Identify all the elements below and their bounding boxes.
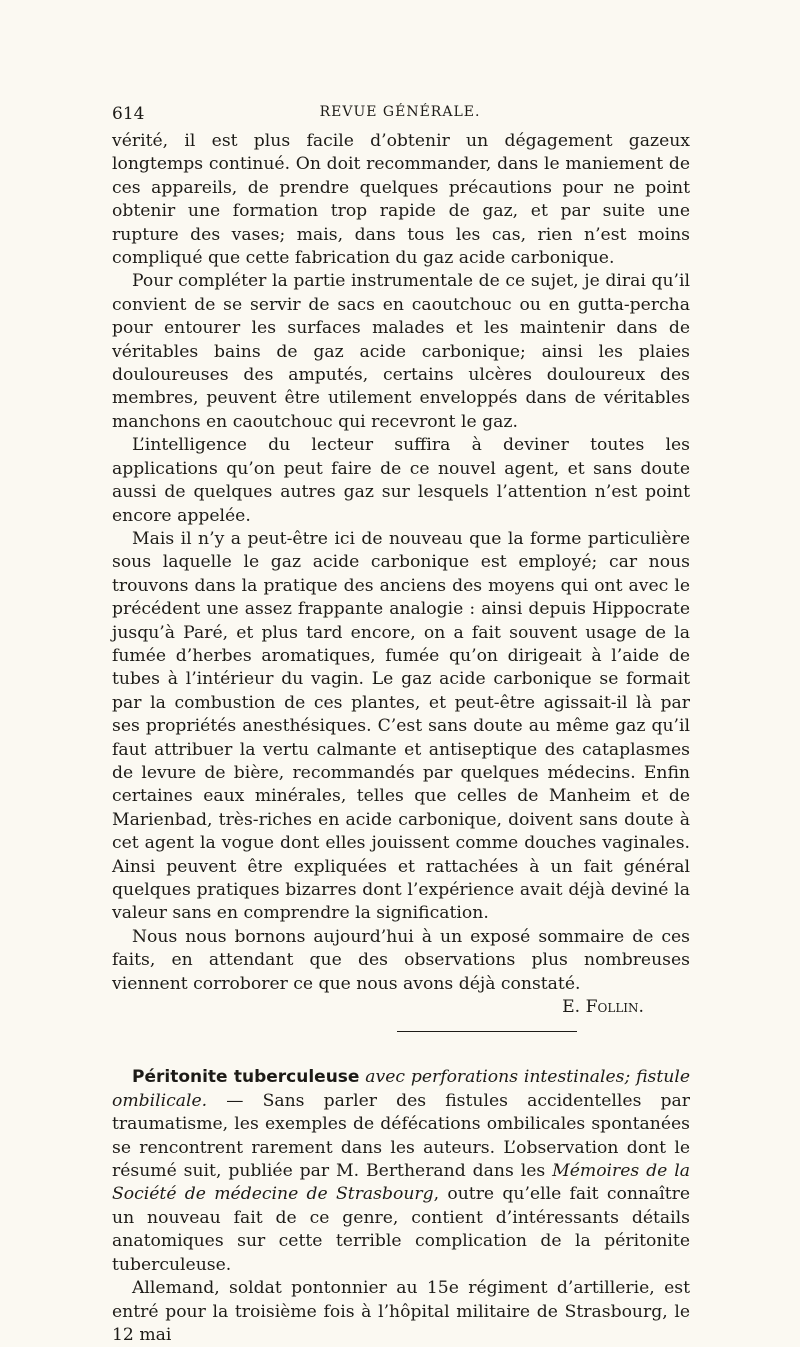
author-signature: E. Follin. xyxy=(562,997,644,1018)
paragraph: Mais il n’y a peut-être ici de nouveau que la forme particulière sous laquelle le gaz acide carbonique est employé; car nous trouvons dans la pratique des anciens des moyens qui ont avec le précédent une assez frappante analogie : ainsi depuis Hippocrate jusqu’à Paré, et plus tard encore, on a fait souvent usage de la fumée d’herbes aromatiques, fumée qu’on dirigeait à l’aide de tubes à l’intérieur du vagin. Le gaz acide carbonique se formait par la combustion de ces plantes, et peut-être agissait-il là par ses propriétés anesthésiques. C’est sans doute au même gaz qu’il faut attribuer la vertu calmante et antiseptique des cataplasmes de levure de bière, recommandés par quelques médecins. Enfin certaines eaux minérales, telles que celles de Manheim et de Marienbad, très-riches en acide carbonique, doivent sans doute à cet agent la vogue dont elles jouissent comme douches vaginales. Ainsi peuvent être expliquées et rattachées à un fait général quelques pratiques bizarres dont l’expérience avait déjà deviné la valeur sans en comprendre la signification. xyxy=(112,528,690,924)
paragraph: L’intelligence du lecteur suffira à deviner toutes les applications qu’on peut faire de ce nouvel agent, et sans doute aussi de quelques autres gaz sur lesquels l’attention n’est point encore appelée. xyxy=(112,435,690,526)
article-subtitle: avec perforations intestinales; fistule ombilicale. xyxy=(112,1067,691,1111)
article-title: Péritonite tuberculeuse xyxy=(132,1067,360,1088)
page-header xyxy=(112,100,688,128)
running-head: REVUE GÉNÉRALE. xyxy=(319,104,481,120)
signature-line xyxy=(112,996,690,1019)
article-text: , outre qu’elle fait connaître un nouveau fait de ce genre, contient d’intéressants détails anatomiques sur cette terrible complication de la péritonite tuberculeuse. xyxy=(112,1184,690,1275)
paragraph: Nous nous bornons aujourd’hui à un exposé sommaire de ces faits, en attendant que des observations plus nombreuses viennent corroborer ce que nous avons déjà constaté. xyxy=(112,926,690,994)
paragraph-continuation: vérité, il est plus facile d’obtenir un dégagement gazeux longtemps continué. On doit recommander, dans le maniement de ces appareils, de prendre quelques précautions pour ne point obtenir une formation trop rapide de gaz, et par suite une rupture des vases; mais, dans tous les cas, rien n’est moins compliqué que cette fabrication du gaz acide carbonique. xyxy=(112,131,690,269)
article-intro xyxy=(112,1066,690,1277)
page-body xyxy=(112,130,690,1347)
article-text: — Sans parler des fistules accidentelles par traumatisme, les exemples de défécations ombilicales spontanées se rencontrent rarement dans les auteurs. L’observation dont le résumé suit, publiée par M. Bertherand dans les xyxy=(112,1090,690,1182)
paragraph: Allemand, soldat pontonnier au 15e régiment d’artillerie, est entré pour la troisième fois à l’hôpital militaire de Strasbourg, le 12 mai xyxy=(112,1278,690,1345)
page-number: 614 xyxy=(112,104,145,124)
journal-title: Mémoires de la Société de médecine de Strasbourg xyxy=(112,1161,690,1205)
paragraph: Pour compléter la partie instrumentale de ce sujet, je dirai qu’il convient de se servir de sacs en caoutchouc ou en gutta-percha pour entourer les surfaces malades et les maintenir dans de véritables bains de gaz acide carbonique; ainsi les plaies douloureuses des amputés, certains ulcères douloureux des membres, peuvent être utilement enveloppés dans de véritables manchons en caoutchouc qui recevront le gaz. xyxy=(112,271,690,432)
